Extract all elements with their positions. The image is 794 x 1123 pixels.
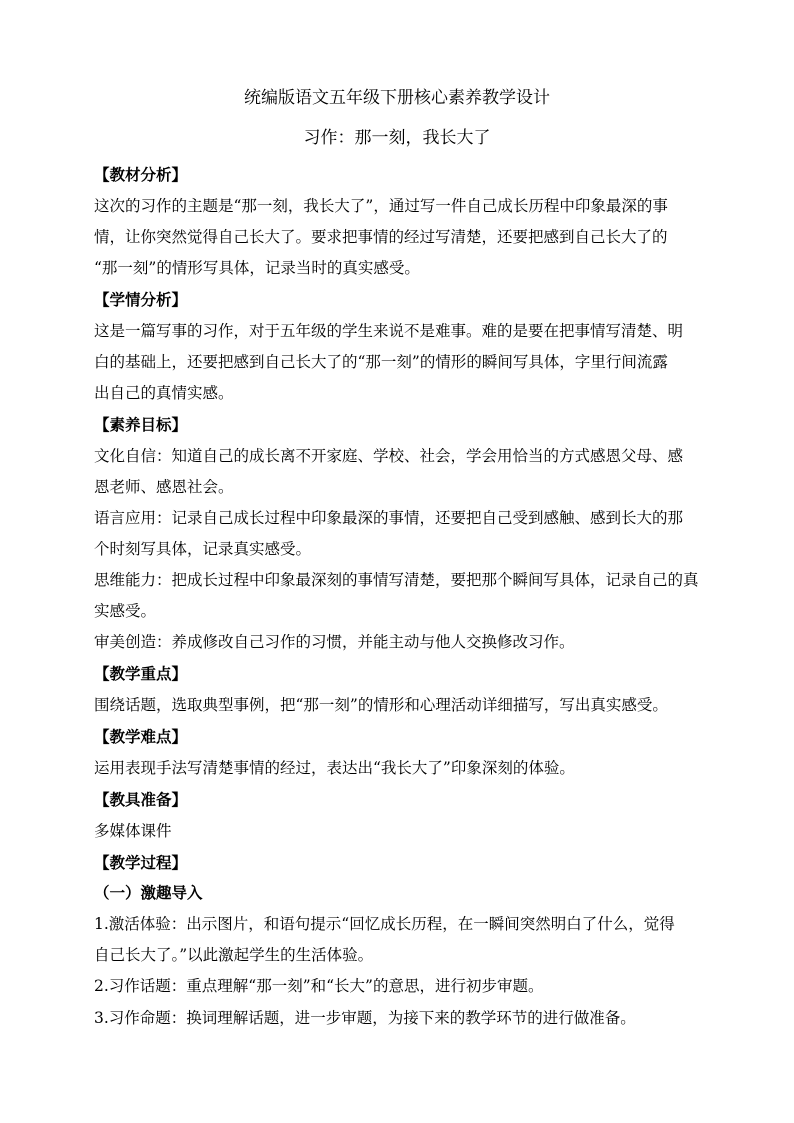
section-heading-teaching-process: 【教学过程】 xyxy=(94,853,188,872)
paragraph-line: 实感受。 xyxy=(94,602,157,620)
paragraph-line: 恩老师、感恩社会。 xyxy=(94,478,234,496)
paragraph-line: 这次的习作的主题是“那一刻，我长大了”，通过写一件自己成长历程中印象最深的事 xyxy=(94,197,668,215)
paragraph-line: 运用表现手法写清楚事情的经过，表达出“我长大了”印象深刻的体验。 xyxy=(94,759,575,777)
list-item-line: 1.激活体验：出示图片，和语句提示“回忆成长历程，在一瞬间突然明白了什么，觉得 xyxy=(94,915,675,933)
document-subtitle: 习作：那一刻，我长大了 xyxy=(303,128,491,148)
section-heading-learner-analysis: 【学情分析】 xyxy=(94,290,188,309)
paragraph-line: 情，让你突然觉得自己长大了。要求把事情的经过写清楚，还要把感到自己长大了的 xyxy=(94,228,668,246)
section-heading-teaching-aids: 【教具准备】 xyxy=(94,790,188,809)
paragraph-line: “那一刻”的情形写具体，记录当时的真实感受。 xyxy=(94,259,420,277)
list-item-line: 2.习作话题：重点理解“那一刻”和“长大”的意思，进行初步审题。 xyxy=(94,977,544,995)
section-heading-teaching-difficulty: 【教学难点】 xyxy=(94,727,188,746)
paragraph-line: 语言应用：记录自己成长过程中印象最深的事情，还要把自己受到感触、感到长大的那 xyxy=(94,509,684,527)
paragraph-line: 白的基础上，还要把感到自己长大了的“那一刻”的情形的瞬间写具体，字里行间流露 xyxy=(94,353,668,371)
paragraph-line: 思维能力：把成长过程中印象最深刻的事情写清楚，要把那个瞬间写具体，记录自己的真 xyxy=(94,571,699,589)
paragraph-line: 围绕话题，选取典型事例，把“那一刻”的情形和心理活动详细描写，写出真实感受。 xyxy=(94,696,668,714)
paragraph-line: 审美创造：养成修改自己习作的习惯，并能主动与他人交换修改习作。 xyxy=(94,633,575,651)
list-item-line: 3.习作命题：换词理解话题，进一步审题，为接下来的教学环节的进行做准备。 xyxy=(94,1009,636,1027)
section-heading-textbook-analysis: 【教材分析】 xyxy=(94,165,188,184)
subsection-heading-introduction: （一）激趣导入 xyxy=(94,883,203,902)
paragraph-line: 个时刻写具体，记录真实感受。 xyxy=(94,540,312,558)
list-item-line: 自己长大了。”以此激起学生的生活体验。 xyxy=(94,946,374,964)
document-title: 统编版语文五年级下册核心素养教学设计 xyxy=(244,88,550,108)
paragraph-line: 出自己的真情实感。 xyxy=(94,384,234,402)
paragraph-line: 这是一篇写事的习作，对于五年级的学生来说不是难事。难的是要在把事情写清楚、明 xyxy=(94,322,684,340)
paragraph-line: 文化自信：知道自己的成长离不开家庭、学校、社会，学会用恰当的方式感恩父母、感 xyxy=(94,447,684,465)
section-heading-teaching-focus: 【教学重点】 xyxy=(94,664,188,683)
section-heading-literacy-goals: 【素养目标】 xyxy=(94,415,188,434)
paragraph-line: 多媒体课件 xyxy=(94,822,172,840)
